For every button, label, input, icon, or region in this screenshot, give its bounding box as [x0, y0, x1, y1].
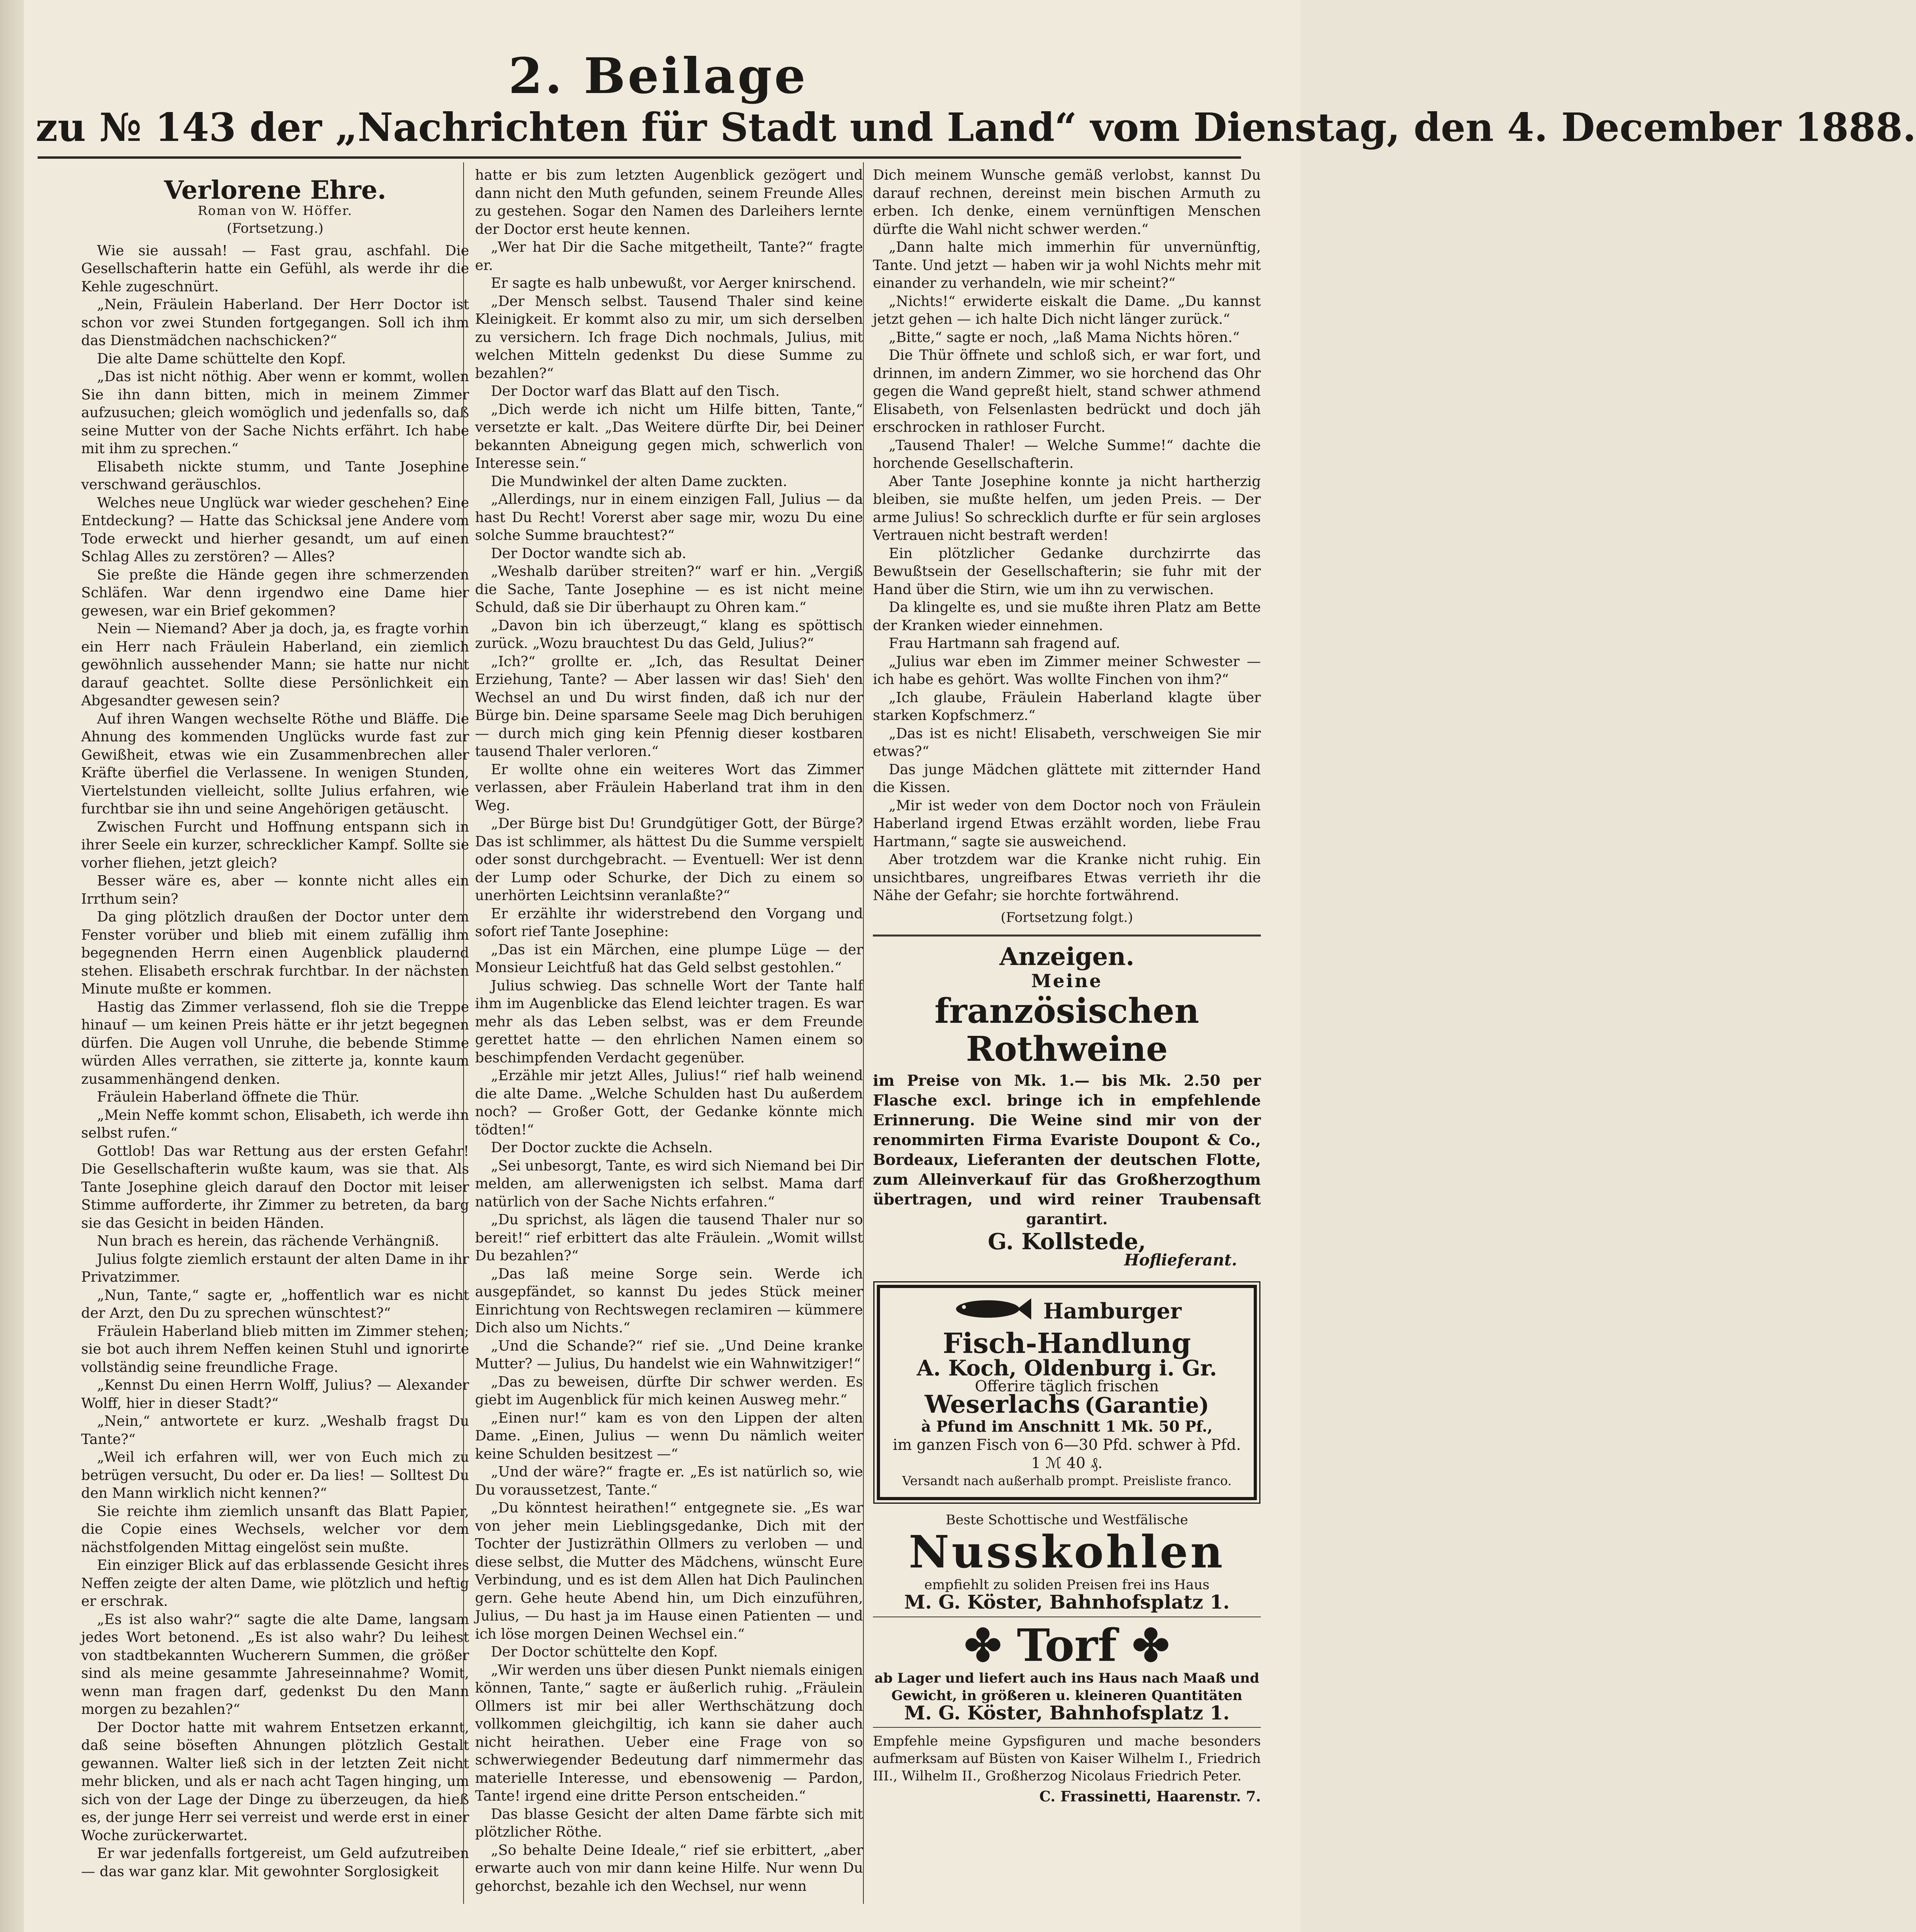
paragraph: Sie reichte ihm ziemlich unsanft das Blatt Papier, die Copie eines Wechsels, welcher vor dem nächstfolgenden Mittag eingelöst sein mußte.	[81, 1503, 469, 1556]
clover-icon: ✤	[964, 1619, 1002, 1672]
paragraph: Dich meinem Wunsche gemäß verlobst, kannst Du darauf rechnen, dereinst mein bischen Armuth zu erben. Ich denke, einem vernünftigen Menschen dürfte die Wahl nicht schwer werden.“	[873, 167, 1261, 237]
paragraph: Wie sie aussah! — Fast grau, aschfahl. Die Gesellschafterin hatte ein Gefühl, als werde ihr die Kehle zugeschnürt.	[81, 242, 469, 295]
paragraph: Die Thür öffnete und schloß sich, er war fort, und drinnen, im andern Zimmer, wo sie horchend das Ohr gegen die Wand gepreßt hielt, stand schwer athmend Elisabeth, von Felsenlasten bedrückt und doch jäh erschrocken in rathloser Furcht.	[873, 347, 1261, 435]
supplement-title: 2. Beilage	[508, 47, 808, 105]
paragraph: „Das zu beweisen, dürfte Dir schwer werden. Es giebt im Augenblick für mich keinen Ausweg mehr.“	[475, 1373, 863, 1408]
wine-ad-title: Hoflieferant.	[1124, 1250, 1237, 1269]
paragraph: „Der Bürge bist Du! Grundgütiger Gott, der Bürge? Das ist schlimmer, als hättest Du die Summe verspielt oder sonst durchgebracht. — Eventuell: Wer ist denn der Lump oder Schurke, der Dich zu einem so unerhörten Leichtsinn veranlaßte?“	[475, 815, 863, 904]
paragraph: „Mir ist weder von dem Doctor noch von Fräulein Haberland irgend Etwas erzählt worden, liebe Frau Hartmann,“ sagte sie ausweichend.	[873, 797, 1261, 850]
coal-ad-line1: Beste Schottische und Westfälische	[945, 1512, 1188, 1528]
paragraph: Sie preßte die Hände gegen ihre schmerzenden Schläfen. War denn irgendwo eine Dame hier gewesen, war ein Brief gekommen?	[81, 566, 469, 619]
paragraph: „Erzähle mir jetzt Alles, Julius!“ rief halb weinend die alte Dame. „Welche Schulden hast Du außerdem noch? — Großer Gott, der Gedanke könnte mich tödten!“	[475, 1068, 863, 1138]
paragraph: Er erzählte ihr widerstrebend den Vorgang und sofort rief Tante Josephine:	[475, 905, 863, 940]
paragraph: „Dann halte mich immerhin für unvernünftig, Tante. Und jetzt — haben wir ja wohl Nichts mehr mit einander zu verhandeln, wie mir scheint?“	[873, 239, 1261, 291]
paragraph: „Du könntest heirathen!“ entgegnete sie. „Es war von jeher mein Lieblingsgedanke, Dich mit der Tochter der Justizräthin Ollmers zu verloben — und diese selbst, die Mutter des Mädchens, wünscht Eure Verbindung, und es ist dem Allen hat Dich Paulinchen gern. Gehe heute Abend hin, um Dich einzuführen, Julius, — Du hast ja im Hause einen Patienten — und ich löse morgen Deinen Wechsel ein.“	[475, 1500, 863, 1642]
wine-ad-body: im Preise von Mk. 1.— bis Mk. 2.50 per Flasche excl. bringe ich in empfehlende Erinnerung. Die Weine sind mir von der renommirten Firma Evariste Doupont & Co., Bordeaux, Lieferanten der deutschen Flotte, zum Alleinverkauf für das Großherzogthum übertragen, und wird reiner Traubensaft garantirt.	[873, 1071, 1261, 1228]
paragraph: „Ich?“ grollte er. „Ich, das Resultat Deiner Erziehung, Tante? — Aber lassen wir das! Sieh' den Wechsel an und Du wirst finden, daß ich nur der Bürge bin. Deine sparsame Seele mag Dich beruhigen — durch mich ging kein Pfennig dieser kostbaren tausend Thaler verloren.“	[475, 653, 863, 760]
coal-ad-name: Nusskohlen	[909, 1526, 1225, 1578]
paragraph: Fräulein Haberland öffnete die Thür.	[97, 1089, 359, 1105]
paragraph: Er wollte ohne ein weiteres Wort das Zimmer verlassen, aber Fräulein Haberland trat ihm in den Weg.	[475, 761, 863, 814]
clover-icon: ✤	[1132, 1619, 1170, 1672]
wine-ad-signature: G. Kollstede,	[988, 1229, 1146, 1255]
paragraph: „Nein,“ antwortete er kurz. „Weshalb fragst Du Tante?“	[81, 1413, 469, 1448]
wine-ad-name: französischen Rothweine	[934, 991, 1199, 1069]
fish-ad-line3: A. Koch, Oldenburg i. Gr.	[916, 1355, 1217, 1381]
fish-ad-line8: 1 ℳ 40 ₰.	[1031, 1454, 1103, 1472]
paragraph: „Der Mensch selbst. Tausend Thaler sind keine Kleinigkeit. Er kommt also zu mir, um sich derselben zu versichern. Ich frage Dich nochmals, Julius, mit welchen Mitteln gedenkst Du diese Summe zu bezahlen?“	[475, 293, 863, 382]
fish-ad-line1: Hamburger	[1043, 1298, 1182, 1324]
paragraph: „Weil ich erfahren will, wer von Euch mich zu betrügen versucht, Du oder er. Da lies! — Solltest Du den Mann wirklich nicht kennen?“	[81, 1449, 469, 1501]
wine-ad-intro: Meine	[1031, 970, 1103, 992]
text-column-2	[475, 166, 863, 1895]
paragraph: „Davon bin ich überzeugt,“ klang es spöttisch zurück. „Wozu brauchtest Du das Geld, Julius?“	[475, 617, 863, 652]
paragraph: „Julius war eben im Zimmer meiner Schwester — ich habe es gehört. Was wollte Finchen von ihm?“	[873, 653, 1261, 688]
paragraph: „So behalte Deine Ideale,“ rief sie erbittert, „aber erwarte auch von mir dann keine Hilfe. Nur wenn Du gehorchst, bezahle ich den Wechsel, nur wenn	[475, 1842, 863, 1894]
peat-ad-merchant: M. G. Köster, Bahnhofsplatz 1.	[904, 1702, 1230, 1724]
story-to-be-continued: (Fortsetzung folgt.)	[1000, 909, 1133, 925]
paragraph: Welches neue Unglück war wieder geschehen? Eine Entdeckung? — Hatte das Schicksal jene Andere vom Tode erweckt und hierher gesandt, um auf einen Schlag Alles zu zerstören? — Alles?	[81, 494, 469, 565]
paragraph: „Ich glaube, Fräulein Haberland klagte über starken Kopfschmerz.“	[873, 689, 1261, 724]
paragraph: Die alte Dame schüttelte den Kopf.	[97, 350, 346, 367]
ad-separator	[873, 1727, 1261, 1728]
paragraph: Frau Hartmann sah fragend auf.	[889, 635, 1120, 652]
column-body	[81, 242, 469, 1881]
paragraph: „Du sprichst, als lägen die tausend Thaler nur so bereit!“ rief erbittert das alte Fräulein. „Womit willst Du bezahlen?“	[475, 1212, 863, 1264]
text-column-1	[81, 174, 469, 1881]
paragraph: Der Doctor wandte sich ab.	[491, 545, 686, 562]
paragraph: Der Doctor warf das Blatt auf den Tisch.	[491, 383, 780, 399]
paragraph: „Tausend Thaler! — Welche Summe!“ dachte die horchende Gesellschafterin.	[873, 437, 1261, 471]
text-column-3	[873, 166, 1261, 1806]
fish-ad-line2: Fisch-Handlung	[943, 1326, 1191, 1360]
paragraph: „Weshalb darüber streiten?“ warf er hin. „Vergiß die Sache, Tante Josephine — es ist nicht meine Schuld, daß sie Dir überhaupt zu Ohren kam.“	[475, 563, 863, 616]
wine-ad	[873, 972, 1261, 1269]
fish-ad-line7: im ganzen Fisch von 6—30 Pfd. schwer à Pfd.	[893, 1436, 1241, 1453]
paragraph: „Das ist nicht nöthig. Aber wenn er kommt, wollen Sie ihn dann bitten, mich in meinem Zimmer aufzusuchen; gleich womöglich und jedenfalls so, daß seine Mutter von der Sache Nichts erfährt. Ich habe mit ihm zu sprechen.“	[81, 369, 469, 457]
paragraph: Auf ihren Wangen wechselte Röthe und Bläffe. Die Ahnung des kommenden Unglücks wurde fast zur Gewißheit, etwas wie ein Zusammenbrechen aller Kräfte überfiel die Verlassene. In wenigen Stunden, Viertelstunden vielleicht, sollte Julius erfahren, wie furchtbar sie ihn und seine Angehörigen getäuscht.	[81, 710, 469, 817]
paragraph: „Wir werden uns über diesen Punkt niemals einigen können, Tante,“ sagte er äußerlich ruhig. „Fräulein Ollmers ist mir bei aller Werthschätzung doch vollkommen gleichgiltig, ich kann sie daher auch nicht heirathen. Ueber eine Frage von so schwerwiegender Bedeutung darf nimmermehr das materielle Interesse, und ebensowenig — Pardon, Tante! irgend eine dritte Person entscheiden.“	[475, 1662, 863, 1804]
fish-ad-line9: Versandt nach außerhalb prompt. Preisliste franco.	[902, 1473, 1232, 1488]
paragraph: Das junge Mädchen glättete mit zitternder Hand die Kissen.	[873, 761, 1261, 796]
paragraph: Aber trotzdem war die Kranke nicht ruhig. Ein unsichtbares, ungreifbares Etwas verrieth ihr die Nähe der Gefahr; sie horchte fortwährend.	[873, 851, 1261, 904]
paragraph: Hastig das Zimmer verlassend, floh sie die Treppe hinauf — um keinen Preis hätte er ihr jetzt begegnen dürfen. Die Augen voll Unruhe, die bebende Stimme würden Alles verrathen, sie zitterte ja, konnte kaum zusammenhängend denken.	[81, 999, 469, 1087]
paragraph: „Das ist es nicht! Elisabeth, verschweigen Sie mir etwas?“	[873, 725, 1261, 760]
fish-icon	[952, 1295, 1031, 1328]
paragraph: „Mein Neffe kommt schon, Elisabeth, ich werde ihn selbst rufen.“	[81, 1107, 469, 1141]
peat-ad-body: ab Lager und liefert auch ins Haus nach Maaß und Gewicht, in größeren u. kleineren Quantitäten	[874, 1670, 1260, 1704]
paragraph: Zwischen Furcht und Hoffnung entspann sich in ihrer Seele ein kurzer, schrecklicher Kampf. Sollte sie vorher fliehen, jetzt gleich?	[81, 819, 469, 871]
paragraph: „Allerdings, nur in einem einzigen Fall, Julius — da hast Du Recht! Vorerst aber sage mir, wozu Du eine solche Summe brauchtest?“	[475, 491, 863, 543]
fish-ad	[877, 1285, 1257, 1500]
paragraph: Gottlob! Das war Rettung aus der ersten Gefahr! Die Gesellschafterin wußte kaum, was sie that. Als Tante Josephine gleich darauf den Doctor mit leiser Stimme aufforderte, ihr Zimmer zu betreten, da barg sie das Gesicht in beiden Händen.	[81, 1143, 469, 1231]
column-divider	[863, 162, 864, 1904]
coal-ad-line3: empfiehlt zu soliden Preisen frei ins Haus	[924, 1577, 1210, 1593]
column-body	[873, 166, 1261, 905]
paragraph: Er war jedenfalls fortgereist, um Geld aufzutreiben — das war ganz klar. Mit gewohnter Sorglosigkeit	[81, 1845, 469, 1880]
paragraph: Julius folgte ziemlich erstaunt der alten Dame in ihr Privatzimmer.	[81, 1251, 469, 1285]
paragraph: „Und der wäre?“ fragte er. „Es ist natürlich so, wie Du voraussetzest, Tante.“	[475, 1464, 863, 1498]
paragraph: Das blasse Gesicht der alten Dame färbte sich mit plötzlicher Röthe.	[475, 1806, 863, 1840]
paragraph: Ein einziger Blick auf das erblassende Gesicht ihres Neffen zeigte der alten Dame, wie plötzlich und heftig er erschrak.	[81, 1557, 469, 1609]
paragraph: „Bitte,“ sagte er noch, „laß Mama Nichts hören.“	[889, 329, 1240, 346]
section-rule	[873, 935, 1261, 937]
fish-ad-line4: Offerire täglich frischen	[975, 1377, 1159, 1395]
peat-ad-title: Torf	[1017, 1619, 1117, 1672]
paragraph: Julius schwieg. Das schnelle Wort der Tante half ihm im Augenblicke das Elend leichter tragen. Es war mehr als das Leben selbst, was er dem Freunde gerettet hatte — den ehrlichen Namen einem so beschimpfenden Verdacht gegenüber.	[475, 977, 863, 1066]
paragraph: Der Doctor hatte mit wahrem Entsetzen erkannt, daß seine böseften Ahnungen plötzlich Gestalt gewannen. Walter ließ sich in der letzten Zeit nicht mehr blicken, und als er nach acht Tagen hinging, um sich von der Lage der Dinge zu überzeugen, da hieß es, der junge Herr sei verreist und werde erst in einer Woche zurückerwartet.	[81, 1719, 469, 1844]
paragraph: „Kennst Du einen Herrn Wolff, Julius? — Alexander Wolff, hier in dieser Stadt?“	[81, 1377, 469, 1411]
story-continued: (Fortsetzung.)	[226, 220, 324, 236]
header-rule	[38, 156, 1241, 159]
ads-heading: Anzeigen.	[999, 942, 1135, 971]
plaster-figures-merchant: C. Frassinetti, Haarenstr. 7.	[1039, 1788, 1261, 1805]
fish-ad-line6: à Pfund im Anschnitt 1 Mk. 50 Pf.,	[921, 1417, 1213, 1435]
paragraph: „Nun, Tante,“ sagte er, „hoffentlich war es nicht der Arzt, den Du zu sprechen wünschtest?“	[81, 1287, 469, 1321]
paragraph: Besser wäre es, aber — konnte nicht alles ein Irrthum sein?	[81, 873, 469, 907]
paragraph: „Nichts!“ erwiderte eiskalt die Dame. „Du kannst jetzt gehen — ich halte Dich nicht länger zurück.“	[873, 293, 1261, 327]
paragraph: Da ging plötzlich draußen der Doctor unter dem Fenster vorüber und blieb mit einem zufällig ihm begegnenden Herrn einen Augenblick plaudernd stehen. Elisabeth erschrak furchtbar. In der nächsten Minute mußte er kommen.	[81, 909, 469, 997]
paragraph: „Sei unbesorgt, Tante, es wird sich Niemand bei Dir melden, am allerwenigsten ich selbst. Mama darf natürlich von der Sache Nichts erfahren.“	[475, 1157, 863, 1210]
story-title: Verlorene Ehre.	[164, 175, 386, 205]
paragraph: Fräulein Haberland blieb mitten im Zimmer stehen; sie bot auch ihrem Neffen keinen Stuhl und ignorirte vollständig seine freundliche Frage.	[81, 1323, 469, 1375]
paragraph: Nun brach es herein, das rächende Verhängniß.	[97, 1233, 439, 1249]
paragraph: Da klingelte es, und sie mußte ihren Platz am Bette der Kranken wieder einnehmen.	[873, 599, 1261, 634]
column-body	[475, 166, 863, 1895]
plaster-figures-ad: Empfehle meine Gypsfiguren und mache besonders aufmerksam auf Büsten von Kaiser Wilhelm I., Friedrich III., Wilhelm II., Großherzog Nicolaus Friedrich Peter.	[873, 1733, 1261, 1784]
paragraph: Nein — Niemand? Aber ja doch, ja, es fragte vorhin ein Herr nach Fräulein Haberland, ein ziemlich gewöhnlich aussehender Mann; sie hatte nur nicht darauf geachtet. Sollte diese Persönlichkeit ein Abgesandter gewesen sein?	[81, 621, 469, 709]
paragraph: Die Mundwinkel der alten Dame zuckten.	[491, 473, 787, 490]
fish-ad-line5: Weserlachs	[924, 1390, 1080, 1419]
coal-ad-merchant: M. G. Köster, Bahnhofsplatz 1.	[904, 1591, 1230, 1613]
supplement-subtitle: zu № 143 der „Nachrichten für Stadt und Land“ vom Dienstag, den 4. December 1888.	[36, 105, 1916, 150]
paragraph: Der Doctor schüttelte den Kopf.	[491, 1644, 718, 1660]
paragraph: „Das ist ein Märchen, eine plumpe Lüge — der Monsieur Leichtfuß hat das Geld selbst gestohlen.“	[475, 941, 863, 976]
paragraph: hatte er bis zum letzten Augenblick gezögert und dann nicht den Muth gefunden, seinem Freunde Alles zu gestehen. Sogar den Namen des Darleihers lernte der Doctor erst heute kennen.	[475, 167, 863, 237]
paragraph: Elisabeth nickte stumm, und Tante Josephine verschwand geräuschlos.	[81, 458, 469, 493]
fish-ad-line5b: (Garantie)	[1084, 1392, 1209, 1418]
paragraph: „Es ist also wahr?“ sagte die alte Dame, langsam jedes Wort betonend. „Es ist also wahr? Du leihest von stadtbekannten Wucherern Summen, die größer sind als meine gesammte Jahreseinnahme? Womit, wenn man fragen darf, gedenkst Du den Mann morgen zu bezahlen?“	[81, 1611, 469, 1717]
page-gutter	[0, 0, 24, 1932]
paragraph: „Und die Schande?“ rief sie. „Und Deine kranke Mutter? — Julius, Du handelst wie ein Wahnwitziger!“	[475, 1337, 863, 1372]
paragraph: „Dich werde ich nicht um Hilfe bitten, Tante,“ versetzte er kalt. „Das Weitere dürfte Dir, bei Deiner bekannten Abneigung gegen mich, schwerlich von Interesse sein.“	[475, 401, 863, 471]
story-byline: Roman von W. Höffer.	[198, 203, 353, 218]
paragraph: Ein plötzlicher Gedanke durchzirrte das Bewußtsein der Gesellschafterin; sie fuhr mit der Hand über die Stirn, wie um ihn zu verwischen.	[873, 545, 1261, 598]
paragraph: Aber Tante Josephine konnte ja nicht hartherzig bleiben, sie mußte helfen, um jeden Preis. — Der arme Julius! So schrecklich durfte er für sein argloses Vertrauen nicht bestraft werden!	[873, 473, 1261, 543]
paragraph: „Wer hat Dir die Sache mitgetheilt, Tante?“ fragte er.	[475, 239, 863, 274]
peat-ad-name	[873, 1619, 1261, 1672]
paragraph: „Das laß meine Sorge sein. Werde ich ausgepfändet, so kannst Du jedes Stück meiner Einrichtung von Rechtswegen reclamiren — kümmere Dich also um Nichts.“	[475, 1265, 863, 1336]
paragraph: Der Doctor zuckte die Achseln.	[491, 1140, 713, 1156]
paragraph: „Nein, Fräulein Haberland. Der Herr Doctor ist schon vor zwei Stunden fortgegangen. Soll ich ihm das Dienstmädchen nachschicken?“	[81, 296, 469, 349]
paragraph: „Einen nur!“ kam es von den Lippen der alten Dame. „Einen, Julius — wenn Du nämlich weiter keine Schulden besitzest —“	[475, 1410, 863, 1462]
paragraph: Er sagte es halb unbewußt, vor Aerger knirschend.	[491, 275, 856, 291]
